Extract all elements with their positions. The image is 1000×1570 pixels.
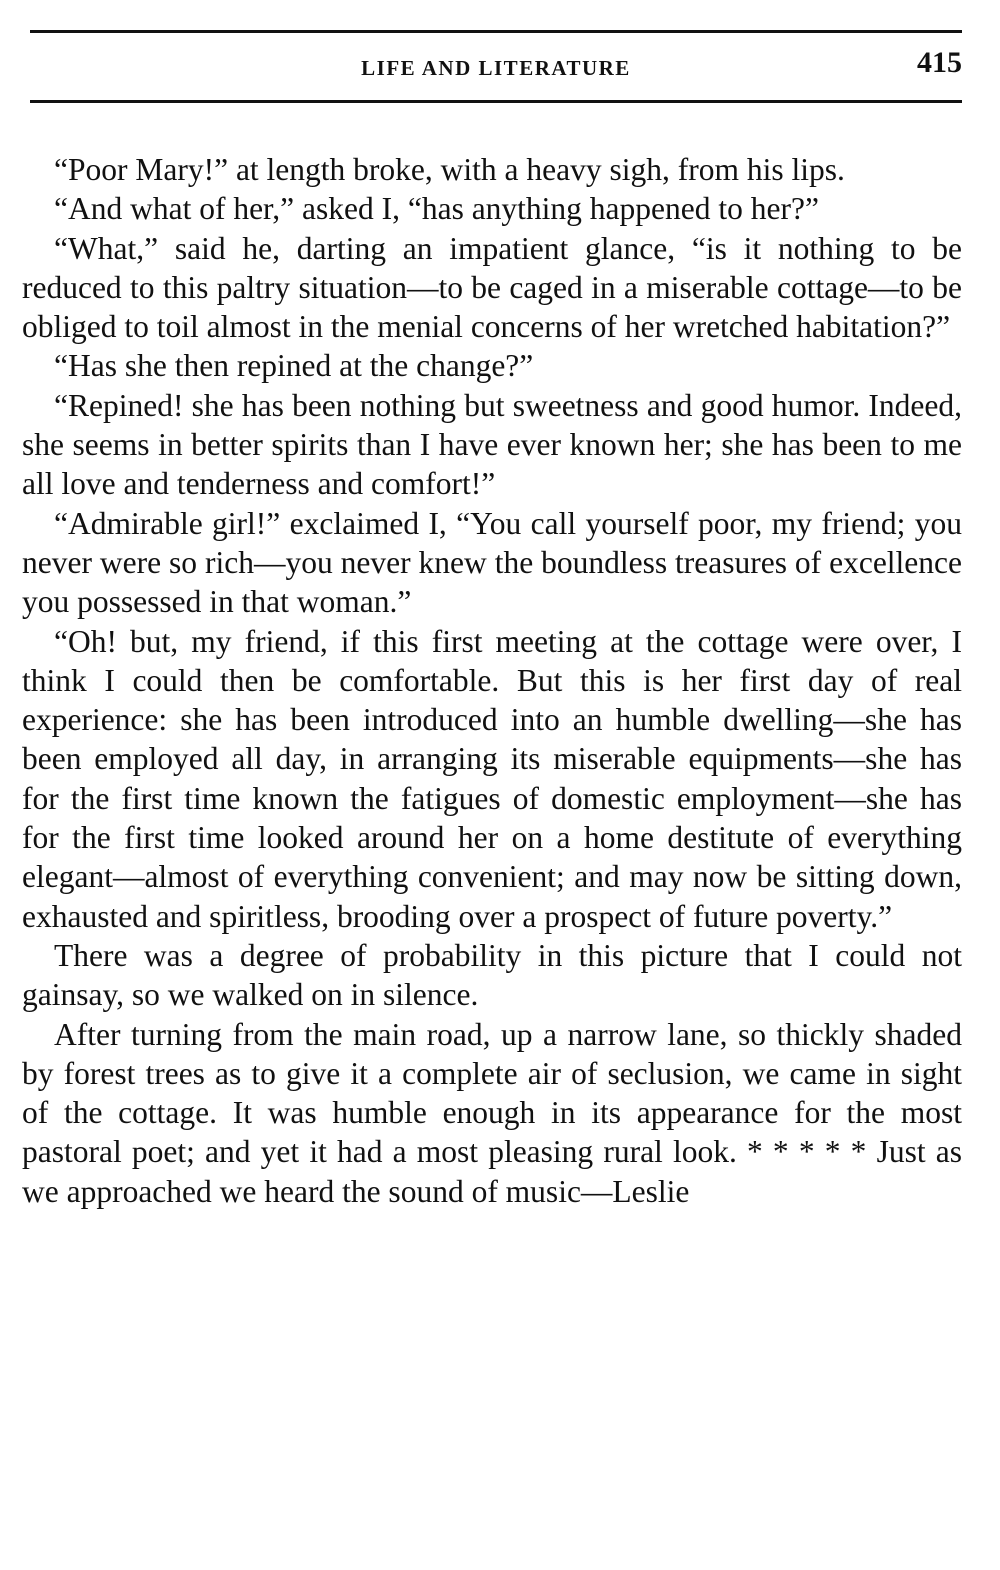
paragraph: “Has she then repined at the change?” xyxy=(54,348,534,384)
paragraph: After turning from the main road, up a narrow lane, so thickly shaded by forest trees as to give it a complete air of seclusion, we came in sight of the cottage. It was humble enough in its appearance for the most pastoral poet; and yet it had a most pleasing rural look. * * * * * Just as we approached we heard the sound of music—Leslie xyxy=(22,1016,962,1209)
header-rule xyxy=(30,100,962,103)
running-head xyxy=(30,46,962,88)
body-text xyxy=(22,150,962,1211)
paragraph: “Repined! she has been nothing but sweetness and good humor. Indeed, she seems in better spirits than I have ever known her; she has been to me all love and tenderness and comfort!” xyxy=(22,387,962,502)
paragraph: “And what of her,” asked I, “has anything happened to her?” xyxy=(54,191,819,227)
paragraph: “What,” said he, darting an impatient glance, “is it nothing to be reduced to this paltry situation—to be caged in a miserable cottage—to be obliged to toil almost in the menial concerns of her wretched habitation?” xyxy=(22,230,962,345)
paragraph: “Admirable girl!” exclaimed I, “You call yourself poor, my friend; you never were so rich—you never knew the boundless treasures of excellence you possessed in that woman.” xyxy=(22,505,962,620)
top-rule xyxy=(30,30,962,33)
paragraph: “Oh! but, my friend, if this first meeting at the cottage were over, I think I could then be comfortable. But this is her first day of real experience: she has been introduced into an humble dwelling—she has been employed all day, in arranging its miserable equipments—she has for the first time known the fatigues of domestic employment—she has for the first time looked around her on a home destitute of everything elegant—almost of everything convenient; and may now be sitting down, exhausted and spiritless, brooding over a prospect of future poverty.” xyxy=(22,623,962,934)
page-number: 415 xyxy=(917,46,962,79)
paragraph: There was a degree of probability in this picture that I could not gainsay, so we walked on in silence. xyxy=(22,937,962,1013)
running-title: LIFE AND LITERATURE xyxy=(361,56,631,80)
paragraph: “Poor Mary!” at length broke, with a heavy sigh, from his lips. xyxy=(54,152,845,187)
